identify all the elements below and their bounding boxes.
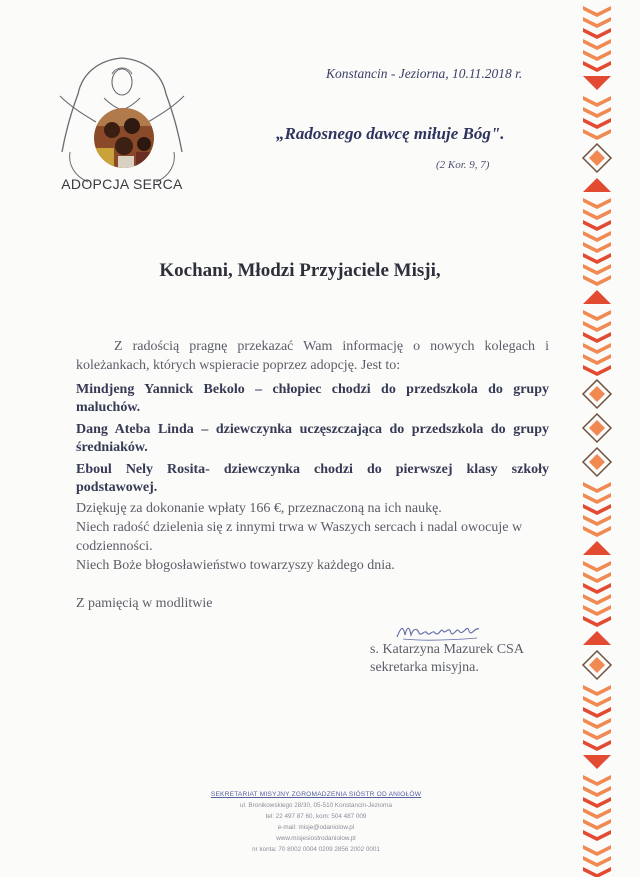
prayer-line: Z pamięcią w modlitwie xyxy=(76,596,213,611)
border-chevron xyxy=(583,605,611,616)
border-chevron xyxy=(583,39,611,50)
child-entry: Eboul Nely Rosita- dziewczynka chodzi do pierwszej klasy szkoły podstawowej. xyxy=(76,462,549,495)
child-entry: Mindjeng Yannick Bekolo – chłopiec chodzi do przedszkola do grupy maluchów. xyxy=(76,382,549,415)
footer-line: tel: 22 497 87 60, kom: 504 487 009 xyxy=(265,813,367,820)
intro-paragraph: Z radością pragnę przekazać Wam informację o nowych kolegach i koleżankach, których wspieracie poprzez adopcję. Jest to: xyxy=(76,339,549,373)
border-chevron xyxy=(583,242,611,253)
border-chevron xyxy=(583,493,611,504)
footer-address xyxy=(196,789,436,855)
border-diamond xyxy=(589,657,605,673)
border-diamond xyxy=(589,386,605,402)
signer-block xyxy=(370,641,524,677)
border-chevron xyxy=(583,797,611,808)
border-chevron xyxy=(583,526,611,537)
border-chevron xyxy=(583,856,611,867)
border-diamond xyxy=(589,420,605,436)
blessing-line: Niech radość dzielenia się z innymi trwa w Waszych sercach i nadal owocuje w codzienności. xyxy=(76,520,523,554)
border-chevron xyxy=(583,740,611,751)
border-chevron xyxy=(583,231,611,242)
motto-reference: (2 Kor. 9, 7) xyxy=(436,159,490,171)
border-chevron xyxy=(583,118,611,129)
border-chevron xyxy=(583,685,611,696)
motto: „Radosnego dawcę miłuje Bóg". xyxy=(276,124,505,143)
border-chevron xyxy=(583,616,611,627)
border-chevron xyxy=(583,310,611,321)
closing-paragraphs xyxy=(76,499,549,575)
footer-org: SEKRETARIAT MISYJNY ZGROMADZENIA SIÓSTR OD ANIOŁÓW xyxy=(210,791,422,798)
place-date: Konstancin - Jeziorna, 10.11.2018 r. xyxy=(326,66,523,81)
border-chevron xyxy=(583,198,611,209)
border-chevron xyxy=(583,515,611,526)
border-triangle xyxy=(583,755,611,769)
border-chevron xyxy=(583,220,611,231)
border-chevron xyxy=(583,729,611,740)
border-triangle xyxy=(583,76,611,90)
border-chevron xyxy=(583,707,611,718)
footer-line: ul. Bronikowskiego 28/30, 05-510 Konstancin-Jeziorna xyxy=(240,802,392,809)
border-chevron xyxy=(583,50,611,61)
madonna-with-children-icon xyxy=(52,52,192,194)
thanks-line: Dziękuję za dokonanie wpłaty 166 €, przeznaczoną na ich naukę. xyxy=(76,501,442,516)
border-chevron xyxy=(583,264,611,275)
handwritten-signature xyxy=(393,621,483,643)
border-diamond xyxy=(589,454,605,470)
border-chevron xyxy=(583,6,611,17)
wish-line: Niech Boże błogosławieństwo towarzyszy każdego dnia. xyxy=(76,558,395,573)
border-triangle xyxy=(583,631,611,645)
border-chevron xyxy=(583,482,611,493)
footer-line: www.misjesiostrodaniolow.pl xyxy=(276,835,356,842)
border-chevron xyxy=(583,275,611,286)
border-triangle xyxy=(583,290,611,304)
border-chevron xyxy=(583,96,611,107)
border-triangle xyxy=(583,178,611,192)
border-chevron xyxy=(583,583,611,594)
border-chevron xyxy=(583,253,611,264)
border-chevron xyxy=(583,696,611,707)
border-chevron xyxy=(583,786,611,797)
children-list xyxy=(76,381,549,501)
signer-name: s. Katarzyna Mazurek CSA xyxy=(370,642,524,657)
border-chevron xyxy=(583,594,611,605)
border-chevron xyxy=(583,343,611,354)
border-chevron xyxy=(583,845,611,856)
footer-line: e-mail: misje@odaniolow.pl xyxy=(277,824,355,831)
border-chevron xyxy=(583,775,611,786)
signer-title: sekretarka misyjna. xyxy=(370,660,479,675)
border-chevron xyxy=(583,61,611,72)
border-chevron xyxy=(583,867,611,877)
border-chevron xyxy=(583,830,611,841)
footer-line: nr konta: 70 8002 0004 0209 2856 2002 0001 xyxy=(252,846,380,853)
border-chevron xyxy=(583,808,611,819)
child-entry: Dang Ateba Linda – dziewczynka uczęszczająca do przedszkola do grupy średniaków. xyxy=(76,422,549,455)
border-chevron xyxy=(583,572,611,583)
border-chevron xyxy=(583,107,611,118)
border-chevron xyxy=(583,718,611,729)
decorative-border xyxy=(577,0,617,877)
border-triangle xyxy=(583,541,611,555)
border-chevron xyxy=(583,504,611,515)
border-chevron xyxy=(583,129,611,140)
logo-text: ADOPCJA SERCA xyxy=(61,176,183,192)
border-chevron xyxy=(583,28,611,39)
border-chevron xyxy=(583,365,611,376)
border-diamond xyxy=(589,150,605,166)
border-chevron xyxy=(583,561,611,572)
border-chevron xyxy=(583,332,611,343)
border-chevron xyxy=(583,819,611,830)
greeting: Kochani, Młodzi Przyjaciele Misji, xyxy=(159,260,441,281)
border-chevron xyxy=(583,209,611,220)
border-chevron xyxy=(583,17,611,28)
border-chevron xyxy=(583,354,611,365)
border-chevron xyxy=(583,321,611,332)
